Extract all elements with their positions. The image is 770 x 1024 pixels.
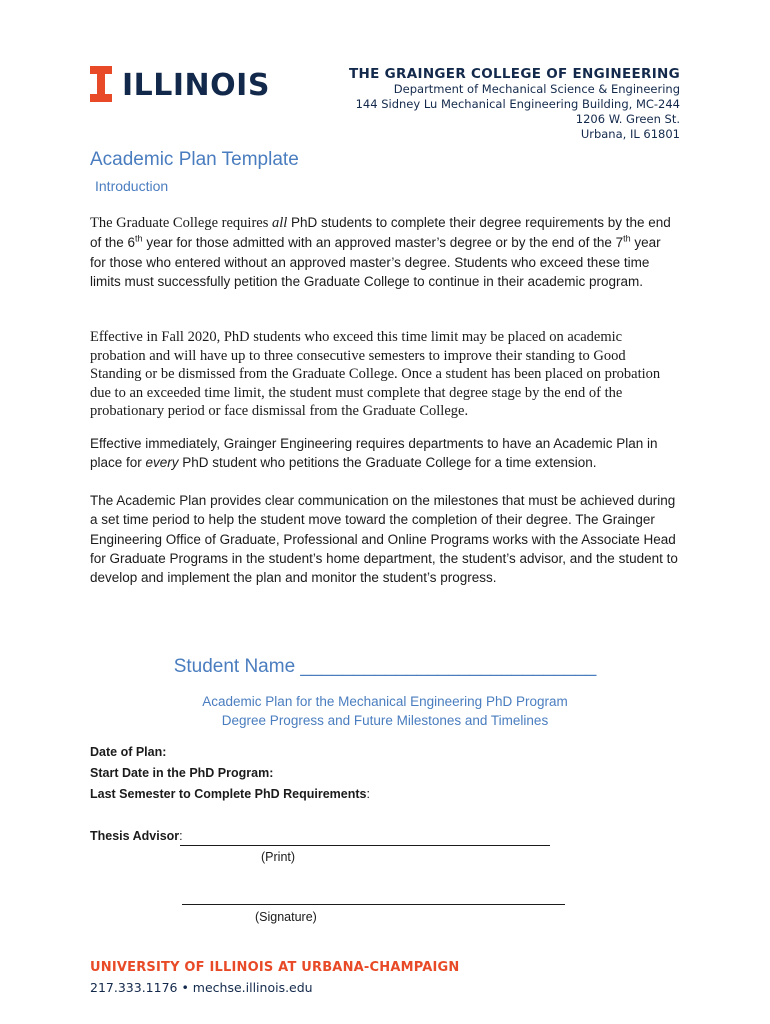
- p1-text-c: year for those admitted with an approved master’s degree or by the end of the 7: [142, 235, 624, 251]
- p1-superscript-2: th: [623, 233, 631, 244]
- p1-emphasis: all: [271, 215, 288, 231]
- thesis-advisor-colon: :: [179, 829, 183, 843]
- date-of-plan-label: Date of Plan:: [90, 745, 167, 759]
- intro-paragraph-3: [90, 434, 680, 473]
- thesis-advisor-label: [90, 829, 183, 843]
- p3-text-a: Effective immediately, Grainger Engineering requires departments to have an Academic Plan in place for: [90, 436, 658, 471]
- last-semester-text: Last Semester to Complete PhD Requirements: [90, 787, 367, 801]
- p3-emphasis: every: [145, 455, 179, 471]
- intro-paragraph-1: [90, 213, 680, 291]
- intro-paragraph-4: [90, 491, 680, 587]
- advisor-print-line[interactable]: [180, 845, 550, 846]
- p3-text-b: PhD student who petitions the Graduate College for a time extension.: [178, 455, 597, 471]
- advisor-signature-line[interactable]: [182, 904, 565, 905]
- college-name: THE GRAINGER COLLEGE OF ENGINEERING: [349, 66, 680, 82]
- plan-subtitle: [90, 692, 680, 730]
- plan-subtitle-line-2: Degree Progress and Future Milestones and Timelines: [221, 713, 549, 728]
- last-semester-colon: :: [366, 787, 370, 801]
- last-semester-label: [90, 787, 370, 801]
- building-address: 144 Sidney Lu Mechanical Engineering Building, MC-244: [355, 97, 680, 111]
- block-i-icon: [90, 66, 112, 102]
- illinois-logo: [90, 66, 290, 106]
- city-address: Urbana, IL 61801: [580, 127, 680, 141]
- logo-wordmark: ILLINOIS: [122, 68, 270, 103]
- p1-text-d: year for those who entered without an approved master’s degree. Students who exceed these time limits must successfully petition the Graduate College to continue in their academic program.: [90, 235, 661, 289]
- footer-university: UNIVERSITY OF ILLINOIS AT URBANA-CHAMPAIGN: [90, 960, 460, 975]
- intro-paragraph-2: Effective in Fall 2020, PhD students who exceed this time limit may be placed on academic probation and will have up to three consecutive semesters to improve their standing to Good Standing or be dismissed from the Graduate College. Once a student has been placed on probation due to an exceeded time limit, the student must complete that degree stage by the end of the probationary period or face dismissal from the Graduate College.: [90, 329, 661, 419]
- start-date-label: Start Date in the PhD Program:: [90, 766, 274, 780]
- student-name-field[interactable]: Student Name ____________________________: [173, 656, 597, 677]
- signature-caption: (Signature): [255, 910, 317, 924]
- p4-line-1: The Academic Plan provides clear communication on the milestones that must be achieved during a set time period to help the student move toward the completion of their degree. The Grainger: [90, 493, 676, 528]
- document-title: Academic Plan Template: [90, 149, 299, 170]
- p1-superscript-1: th: [135, 233, 143, 244]
- p1-text-a: The Graduate College requires: [90, 215, 272, 231]
- p4-line-2: Engineering Office of Graduate, Professional and Online Programs works with the Associate Head for Graduate Programs in the student’s home department, the student’s advisor, and the student to develop and implement the plan and monitor the student’s progress.: [90, 531, 678, 586]
- thesis-advisor-text: Thesis Advisor: [90, 829, 180, 843]
- p1-text-b: PhD students to complete their degree requirements by the end of the 6: [90, 215, 671, 251]
- print-caption: (Print): [261, 850, 296, 864]
- plan-subtitle-line-1: Academic Plan for the Mechanical Engineering PhD Program: [202, 694, 568, 709]
- college-address-block: [349, 66, 680, 142]
- footer-contact: 217.333.1176 • mechse.illinois.edu: [90, 980, 313, 995]
- department-name: Department of Mechanical Science & Engineering: [393, 82, 680, 96]
- street-address: 1206 W. Green St.: [575, 112, 680, 126]
- section-heading: Introduction: [95, 178, 169, 194]
